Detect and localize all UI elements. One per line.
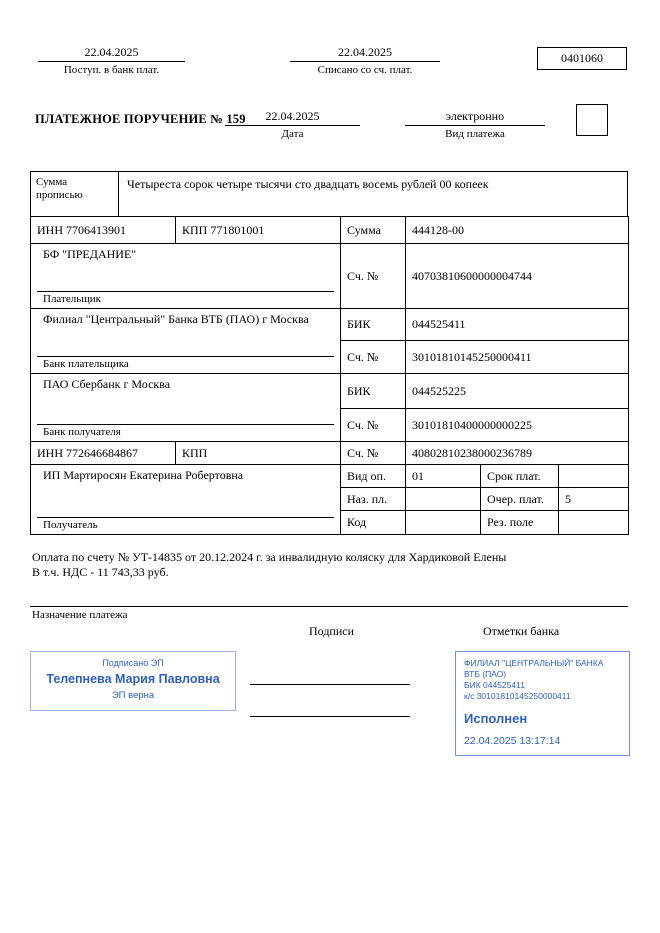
stamp-bank-name-line1: ФИЛИАЛ "ЦЕНТРАЛЬНЫЙ" БАНКА xyxy=(464,658,604,668)
payee-name: ИП Мартиросян Екатерина Робертовна xyxy=(37,466,334,518)
stamp-bank-name-line2: ВТБ (ПАО) xyxy=(464,669,507,679)
received-date-label: Поступ. в банк плат. xyxy=(63,64,160,76)
srok-plat-label: Срок плат. xyxy=(481,465,559,488)
payee-bank-bik-label: БИК xyxy=(341,374,406,409)
payer-bank-bik-value: 044525411 xyxy=(406,309,629,341)
esign-valid-label: ЭП верна xyxy=(111,690,155,701)
payer-label: Плательщик xyxy=(43,293,101,305)
rez-pole-value xyxy=(559,511,629,535)
payer-bank-bik-label: БИК xyxy=(341,309,406,341)
signature-line-2 xyxy=(250,716,410,717)
payer-kpp-cell: КПП 771801001 xyxy=(176,217,341,244)
kod-label: Код xyxy=(341,511,406,535)
amount-words-label-line1: Сумма xyxy=(36,176,68,188)
payee-label: Получатель xyxy=(43,519,98,531)
naz-pl-label: Наз. пл. xyxy=(341,488,406,511)
amount-words-label-line2: прописью xyxy=(36,189,83,201)
payer-bank-label: Банк плательщика xyxy=(43,358,129,370)
payee-kpp-cell: КПП xyxy=(176,442,341,465)
amount-in-words-box xyxy=(30,171,628,217)
amount-in-words-text: Четыреста сорок четыре тысячи сто двадцать восемь рублей 00 копеек xyxy=(127,177,489,191)
esignature-stamp xyxy=(30,651,236,711)
bank-execution-stamp xyxy=(455,651,630,756)
kod-value xyxy=(406,511,481,535)
payee-bank-name: ПАО Сбербанк г Москва xyxy=(37,375,334,425)
payer-account-label: Сч. № xyxy=(341,244,406,309)
payee-bank-account-label: Сч. № xyxy=(341,409,406,442)
payment-purpose-line1: Оплата по счету № УТ-14835 от 20.12.2024 г. за инвалидную коляску для Хардиковой Елены xyxy=(32,550,507,564)
naz-pl-value xyxy=(406,488,481,511)
payer-inn-cell: ИНН 7706413901 xyxy=(31,217,176,244)
ocher-plat-value: 5 xyxy=(559,488,629,511)
payer-account-value: 40703810600000004744 xyxy=(406,244,629,309)
payment-kind-field xyxy=(405,109,545,140)
srok-plat-value xyxy=(559,465,629,488)
esign-signed-label: Подписано ЭП xyxy=(102,658,164,668)
bank-marks-heading: Отметки банка xyxy=(483,624,560,638)
payee-account-label: Сч. № xyxy=(341,442,406,465)
signature-line-1 xyxy=(250,684,410,685)
document-date-value: 22.04.2025 xyxy=(225,109,360,126)
received-date-value: 22.04.2025 xyxy=(38,45,185,62)
stamp-status: Исполнен xyxy=(464,711,528,726)
sum-label-cell: Сумма xyxy=(341,217,406,244)
status-checkbox xyxy=(576,104,608,136)
payee-bank-account-value: 30101810400000000225 xyxy=(406,409,629,442)
payer-row xyxy=(31,244,629,309)
stamp-bank-corr-account: к/с 30101810145250000411 xyxy=(464,691,571,701)
sum-value-cell: 444128-00 xyxy=(406,217,629,244)
rez-pole-label: Рез. поле xyxy=(481,511,559,535)
vid-op-label: Вид оп. xyxy=(341,465,406,488)
esign-signer-name: Телепнева Мария Павловна xyxy=(46,672,220,686)
payer-bank-block xyxy=(37,310,334,372)
payer-bank-account-value: 30101810145250000411 xyxy=(406,341,629,374)
payee-bank-bik-row xyxy=(31,374,629,409)
debited-date-value: 22.04.2025 xyxy=(290,45,440,62)
payment-purpose-line2: В т.ч. НДС - 11 743,33 руб. xyxy=(32,565,169,579)
ocher-plat-label: Очер. плат. xyxy=(481,488,559,511)
payer-bank-account-label: Сч. № xyxy=(341,341,406,374)
stamp-datetime: 22.04.2025 13:17:14 xyxy=(464,735,561,747)
document-title: ПЛАТЕЖНОЕ ПОРУЧЕНИЕ № 159 xyxy=(35,112,246,126)
payment-details-table xyxy=(30,216,629,535)
payee-inn-kpp-row xyxy=(31,442,629,465)
payment-kind-label: Вид платежа xyxy=(445,128,505,140)
payer-block xyxy=(37,245,334,307)
payee-bank-label: Банк получателя xyxy=(43,426,121,438)
purpose-label: Назначение платежа xyxy=(32,609,128,621)
purpose-divider-line xyxy=(30,606,628,607)
payer-name: БФ "ПРЕДАНИЕ" xyxy=(37,245,334,292)
payment-kind-value: электронно xyxy=(405,109,545,126)
inn-kpp-sum-row xyxy=(31,217,629,244)
payer-bank-bik-row xyxy=(31,309,629,341)
debited-date-label: Списано со сч. плат. xyxy=(317,64,413,76)
vid-op-value: 01 xyxy=(406,465,481,488)
signatures-heading: Подписи xyxy=(309,624,355,638)
vid-op-row xyxy=(31,465,629,488)
payee-block xyxy=(37,466,334,533)
amount-in-words-label xyxy=(31,172,119,216)
payee-inn-cell: ИНН 772646684867 xyxy=(31,442,176,465)
payer-bank-name: Филиал "Центральный" Банка ВТБ (ПАО) г Москва xyxy=(37,310,334,357)
payer-bank-block-cell xyxy=(31,309,341,374)
received-date-field xyxy=(38,45,185,76)
payee-bank-block xyxy=(37,375,334,440)
document-date-label: Дата xyxy=(281,128,304,140)
payee-bank-bik-value: 044525225 xyxy=(406,374,629,409)
document-date-field xyxy=(225,109,360,140)
stamp-bank-bik: БИК 044525411 xyxy=(464,680,525,690)
payee-bank-block-cell xyxy=(31,374,341,442)
payee-account-value: 40802810238000236789 xyxy=(406,442,629,465)
form-code-box: 0401060 xyxy=(537,47,627,70)
payee-block-cell xyxy=(31,465,341,535)
debited-date-field xyxy=(290,45,440,76)
payer-block-cell xyxy=(31,244,341,309)
